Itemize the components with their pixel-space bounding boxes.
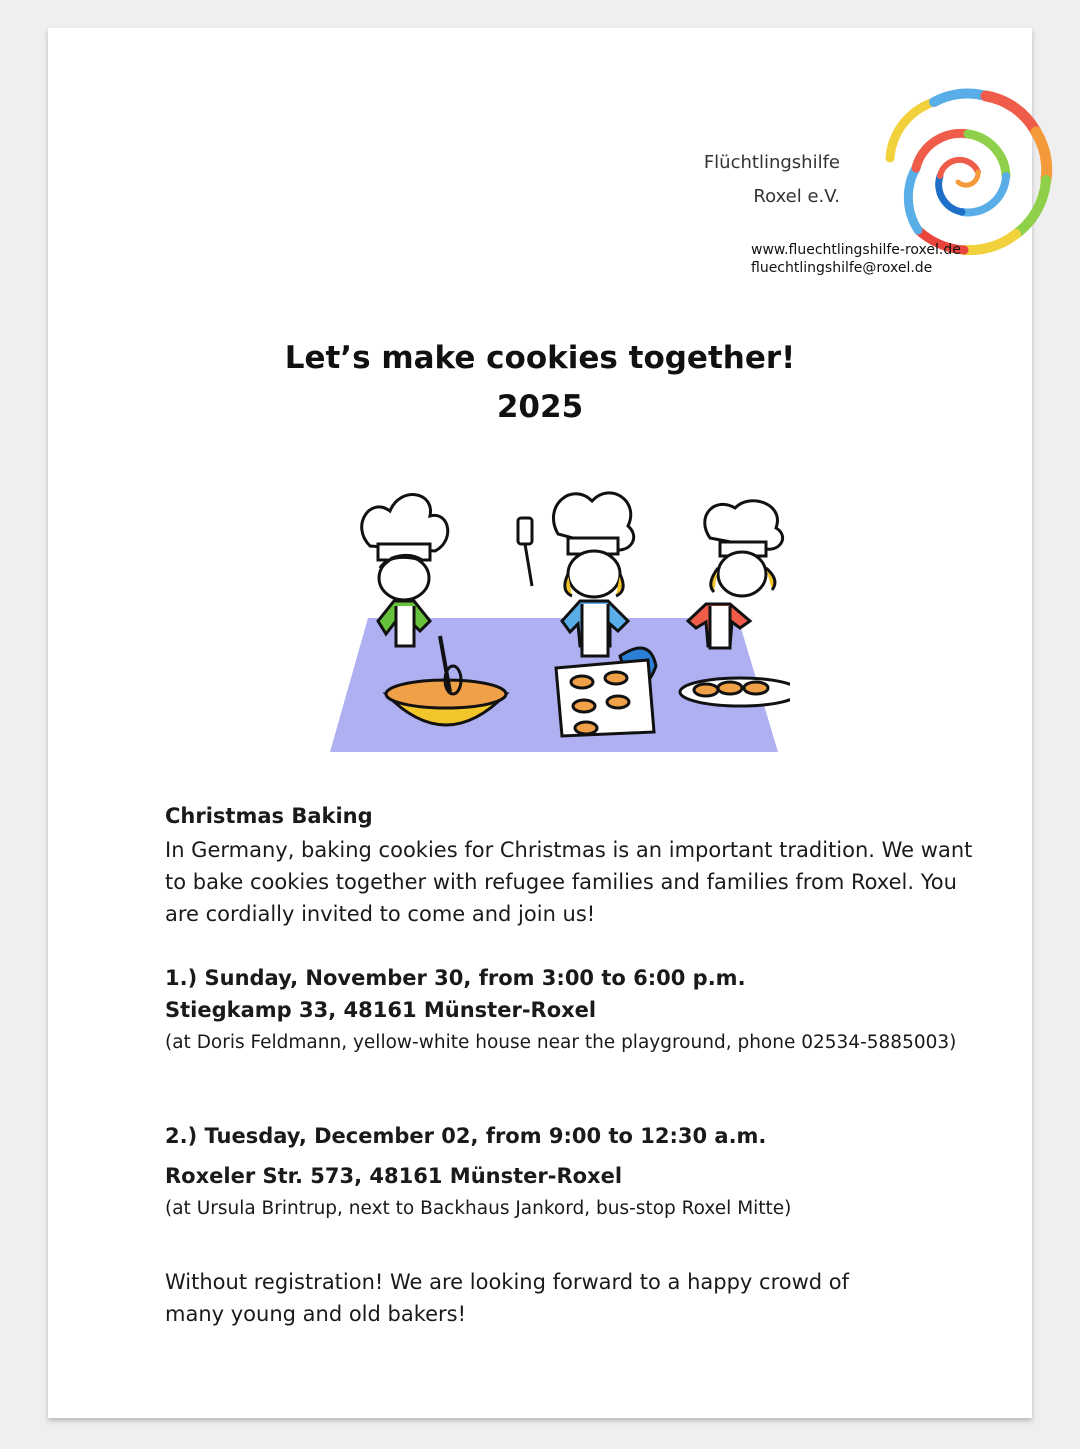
intro-paragraph: In Germany, baking cookies for Christmas is an important tradition. We want to bake cookies together with refugee families and families from Roxel. You are cordially invited to come and join us! <box>165 838 973 926</box>
section-heading: Christmas Baking <box>165 804 373 828</box>
organization-name <box>704 146 840 214</box>
email-link[interactable]: fluechtlingshilfe@roxel.de <box>751 260 933 276</box>
organization-name-line1: Flüchtlingshilfe <box>703 152 840 173</box>
closing-paragraph: Without registration! We are looking forward to a happy crowd of many young and old bakers! <box>165 1270 850 1326</box>
spiral-logo-icon <box>856 72 1056 262</box>
website-link[interactable]: www.fluechtlingshilfe-roxel.de <box>751 242 961 258</box>
contact-info <box>751 241 961 277</box>
event-2-note: (at Ursula Brintrup, next to Backhaus Jankord, bus-stop Roxel Mitte) <box>165 1198 792 1219</box>
title-year: 2025 <box>496 389 584 425</box>
flyer-page <box>48 28 1032 1418</box>
event-1-address: Stiegkamp 33, 48161 Münster-Roxel <box>165 998 597 1022</box>
flyer-content <box>165 800 995 1330</box>
flyer-title <box>48 334 1032 432</box>
children-baking-illustration <box>310 456 790 756</box>
event-1-note: (at Doris Feldmann, yellow-white house near the playground, phone 02534-5885003) <box>165 1032 957 1053</box>
cookie-tray <box>556 660 654 736</box>
event-2-address: Roxeler Str. 573, 48161 Münster-Roxel <box>165 1164 623 1188</box>
title-line1: Let’s make cookies together! <box>284 340 796 376</box>
event-2-date: 2.) Tuesday, December 02, from 9:00 to 12:30 a.m. <box>165 1124 767 1148</box>
event-1-date: 1.) Sunday, November 30, from 3:00 to 6:00 p.m. <box>165 966 746 990</box>
organization-name-line2: Roxel e.V. <box>753 186 840 207</box>
